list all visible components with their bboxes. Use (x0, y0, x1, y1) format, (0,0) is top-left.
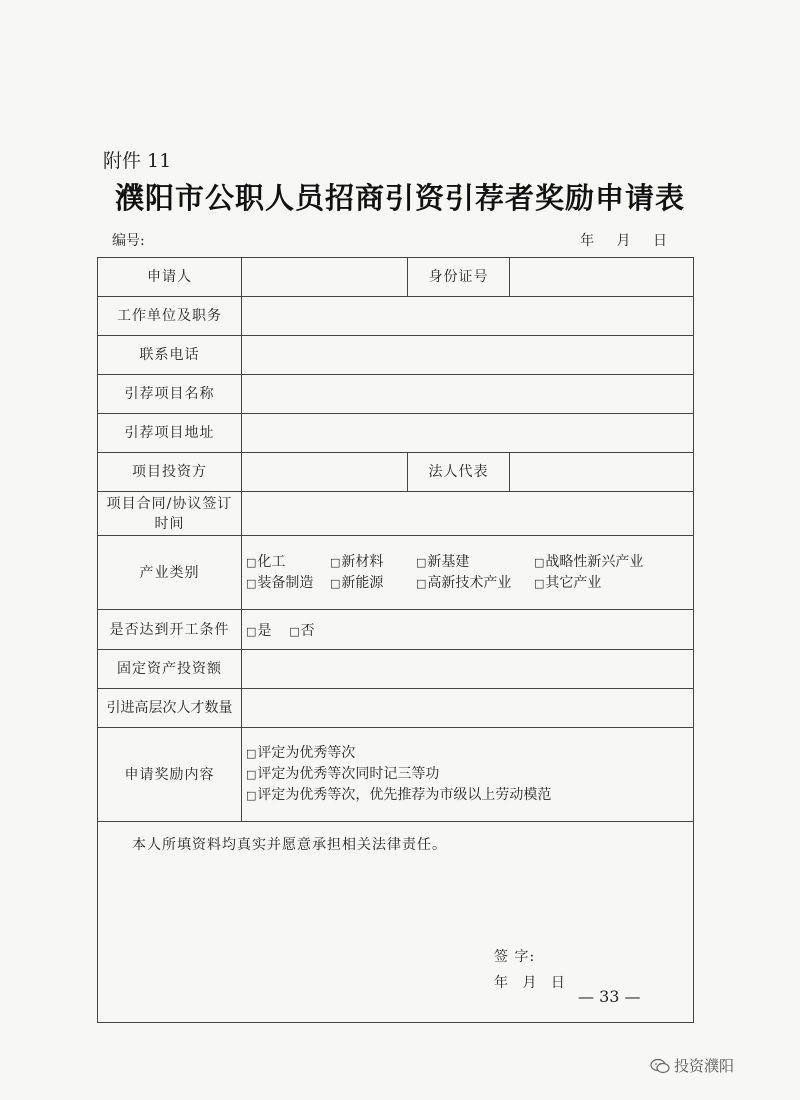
phone-label: 联系电话 (98, 336, 242, 375)
contract-time-label: 项目合同/协议签订时间 (98, 492, 242, 536)
project-address-field[interactable] (242, 414, 694, 453)
id-number-field[interactable] (510, 258, 694, 297)
watermark (650, 1055, 734, 1076)
industry-option[interactable]: □其它产业 (534, 574, 602, 591)
project-name-field[interactable] (242, 375, 694, 414)
project-address-label: 引荐项目地址 (98, 414, 242, 453)
reward-options (242, 728, 694, 822)
reward-option[interactable]: □评定为优秀等次 (246, 745, 356, 761)
watermark-text: 投资濮阳 (674, 1057, 735, 1075)
industry-options (242, 536, 694, 610)
header-date: 年 月 日 (580, 233, 667, 249)
industry-label: 产业类别 (98, 536, 242, 610)
application-form (97, 257, 694, 1023)
fixed-assets-field[interactable] (242, 650, 694, 689)
talent-count-label: 引进高层次人才数量 (98, 689, 242, 728)
start-condition-label: 是否达到开工条件 (98, 610, 242, 650)
industry-option[interactable]: □战略性新兴产业 (534, 553, 644, 570)
signature-date: 年 月 日 (494, 975, 565, 991)
investor-label: 项目投资方 (98, 453, 242, 492)
industry-option[interactable]: □新基建 (416, 553, 470, 570)
reward-label: 申请奖励内容 (98, 728, 242, 822)
document-title: 濮阳市公职人员招商引资引荐者奖励申请表 (114, 181, 685, 215)
reward-option[interactable]: □评定为优秀等次同时记三等功 (246, 766, 440, 782)
industry-option[interactable]: □高新技术产业 (416, 574, 512, 591)
declaration-text: 本人所填资料均真实并愿意承担相关法律责任。 (132, 837, 447, 853)
applicant-label: 申请人 (98, 258, 242, 297)
applicant-field[interactable] (242, 258, 408, 297)
start-option-no[interactable]: □否 (289, 622, 315, 639)
page-number: — 33 — (578, 987, 641, 1006)
work-unit-label: 工作单位及职务 (98, 297, 242, 336)
attachment-label: 附件 11 (103, 150, 172, 172)
investor-field[interactable] (242, 453, 408, 492)
industry-option[interactable]: □装备制造 (246, 574, 314, 591)
industry-option[interactable]: □化工 (246, 553, 286, 570)
reward-option[interactable]: □评定为优秀等次，优先推荐为市级以上劳动模范 (246, 787, 552, 803)
start-condition-options (242, 610, 694, 650)
serial-number-label: 编号: (112, 233, 145, 249)
fixed-assets-label: 固定资产投资额 (98, 650, 242, 689)
talent-count-field[interactable] (242, 689, 694, 728)
legal-rep-field[interactable] (510, 453, 694, 492)
legal-rep-label: 法人代表 (408, 453, 510, 492)
contract-time-field[interactable] (242, 492, 694, 536)
start-option-yes[interactable]: □是 (246, 622, 272, 639)
industry-option[interactable]: □新材料 (330, 553, 384, 570)
project-name-label: 引荐项目名称 (98, 375, 242, 414)
id-number-label: 身份证号 (408, 258, 510, 297)
work-unit-field[interactable] (242, 297, 694, 336)
wechat-icon (650, 1058, 670, 1074)
industry-option[interactable]: □新能源 (330, 574, 384, 591)
signature-label: 签 字: (494, 949, 536, 965)
phone-field[interactable] (242, 336, 694, 375)
